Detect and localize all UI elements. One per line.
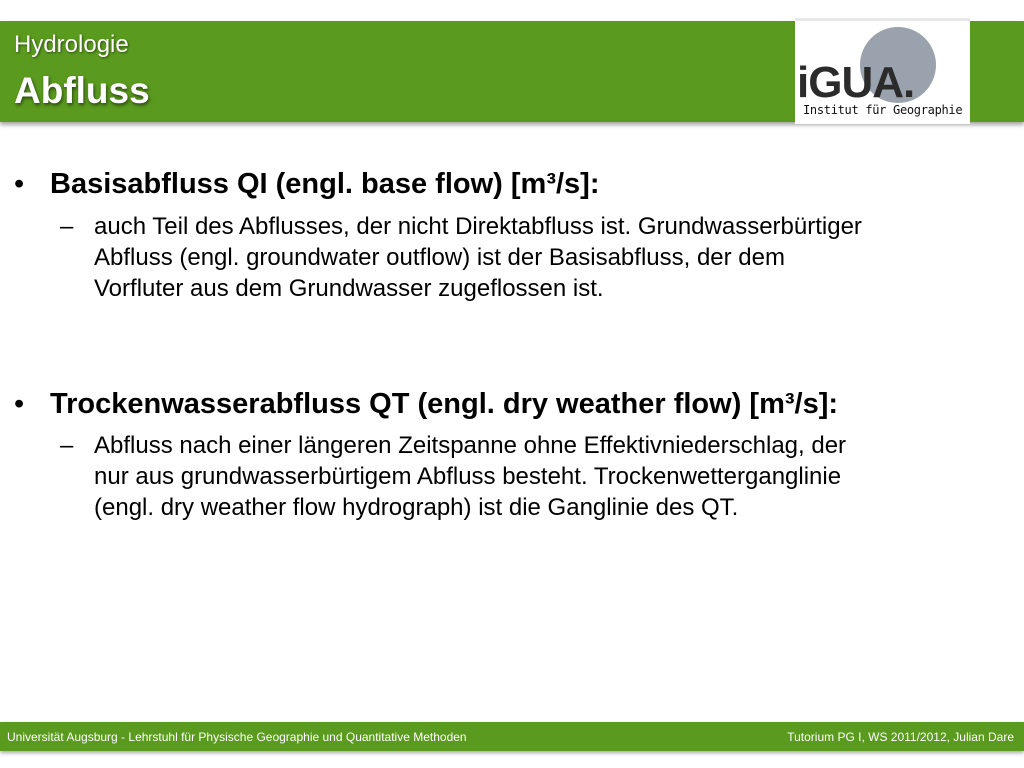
bullet-marker: • bbox=[14, 388, 25, 420]
section-text-line: (engl. dry weather flow hydrograph) ist die Ganglinie des QT. bbox=[94, 494, 739, 521]
logo-wordmark: iGUA. bbox=[797, 58, 915, 107]
logo-caption: Institut für Geographie bbox=[803, 103, 963, 117]
dash-marker: – bbox=[60, 213, 74, 240]
dash-marker: – bbox=[60, 432, 74, 459]
section-heading-dry-weather-flow: Trockenwasserabfluss QT (engl. dry weather flow) [m³/s]: bbox=[50, 388, 839, 420]
bullet-marker: • bbox=[14, 168, 25, 200]
header-subtitle: Hydrologie bbox=[14, 31, 129, 58]
igua-logo bbox=[795, 18, 970, 124]
section-text-line: Abfluss nach einer längeren Zeitspanne ohne Effektivniederschlag, der bbox=[94, 432, 847, 459]
section-text-line: Abfluss (engl. groundwater outflow) ist der Basisabfluss, der dem bbox=[94, 244, 785, 271]
slide-title: Abfluss bbox=[14, 70, 150, 111]
footer-institution: Universität Augsburg - Lehrstuhl für Physische Geographie und Quantitative Methoden bbox=[7, 730, 467, 744]
section-text-line: Vorfluter aus dem Grundwasser zugeflossen ist. bbox=[94, 275, 604, 302]
section-text-line: nur aus grundwasserbürtigem Abfluss besteht. Trockenwetterganglinie bbox=[94, 463, 842, 490]
section-heading-base-flow: Basisabfluss QI (engl. base flow) [m³/s]: bbox=[50, 168, 600, 200]
footer-course-info: Tutorium PG I, WS 2011/2012, Julian Dare bbox=[787, 730, 1014, 744]
section-text-line: auch Teil des Abflusses, der nicht Direktabfluss ist. Grundwasserbürtiger bbox=[94, 213, 862, 240]
